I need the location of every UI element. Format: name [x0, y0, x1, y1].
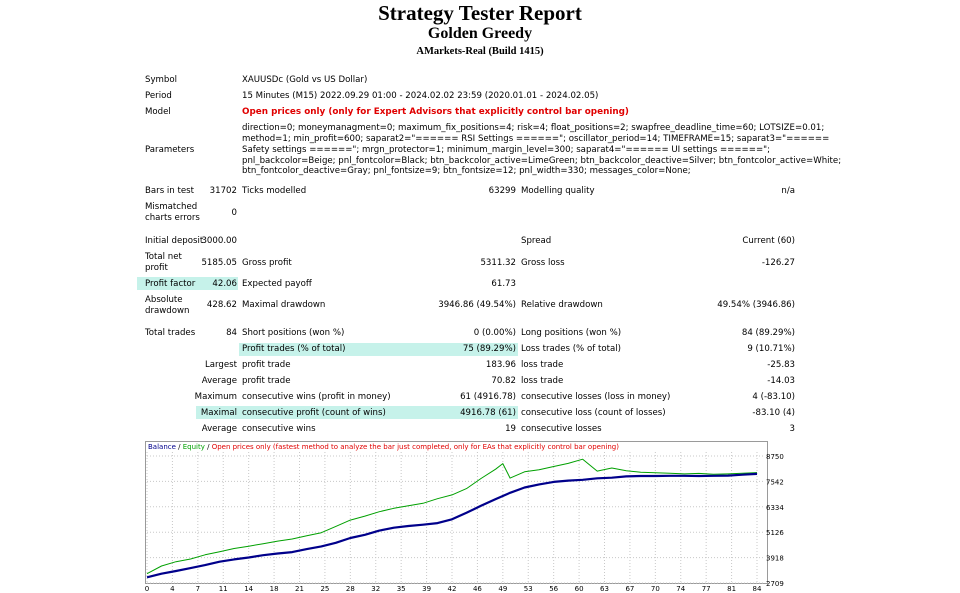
maximal-loss-label: consecutive loss (count of losses) — [521, 408, 666, 418]
x-tick-label: 35 — [396, 585, 406, 593]
report-title: Strategy Tester Report — [378, 1, 582, 25]
y-tick-label: 3918 — [766, 554, 784, 563]
profit-trades-label: Profit trades (% of total) — [242, 344, 346, 354]
avg-profit-label: profit trade — [242, 376, 291, 386]
chart-legend — [148, 443, 619, 451]
expected-payoff-value: 61.73 — [491, 279, 516, 289]
parameters-line: direction=0; moneymanagment=0; maximum_fix_positions=4; risk=4; float_positions=2; swapfree_deadline_time=60; LOTSIZE=0.01; — [242, 123, 825, 133]
gross-loss-label: Gross loss — [521, 258, 565, 268]
ticks-label: Ticks modelled — [242, 186, 307, 196]
max-drawdown-value: 3946.86 (49.54%) — [438, 300, 516, 310]
y-tick-label: 5126 — [766, 529, 784, 538]
x-tick-label: 4 — [170, 585, 175, 593]
avg-cons-wins-value: 19 — [505, 424, 516, 434]
gross-loss-value: -126.27 — [761, 258, 795, 268]
bars-value: 31702 — [209, 186, 237, 196]
mismatch-value: 0 — [231, 208, 237, 218]
y-tick-label: 2709 — [766, 580, 784, 588]
profit-factor-label: Profit factor — [145, 279, 196, 289]
parameters-line: btn_fontcolor_deactive=Gray; pnl_fontsize=9; btn_fontsize=12; pnl_width=330; messages_color=None; — [242, 166, 691, 176]
spread-value: Current (60) — [742, 236, 795, 246]
rel-drawdown-value: 49.54% (3946.86) — [717, 300, 795, 310]
model-value: Open prices only (only for Expert Advisors that explicitly control bar opening) — [242, 107, 629, 117]
parameters-line: method=1; min_profit=600; saparat2="====== RSI Settings ======"; oscillator_period=14; TIMEFRAME=15; saparat3="====== — [242, 134, 830, 144]
x-tick-label: 25 — [320, 585, 330, 593]
rel-drawdown-label: Relative drawdown — [521, 300, 603, 310]
x-tick-label: 21 — [295, 585, 304, 593]
avg-cons-losses-label: consecutive losses — [521, 424, 602, 434]
largest-loss-label: loss trade — [521, 360, 564, 370]
x-tick-label: 56 — [549, 585, 559, 593]
legend-separator: / — [175, 443, 183, 451]
x-tick-label: 63 — [600, 585, 609, 593]
server-build: AMarkets-Real (Build 1415) — [416, 46, 544, 57]
parameters-label: Parameters — [145, 145, 195, 155]
avg-loss-value: -14.03 — [767, 376, 795, 386]
x-tick-label: 39 — [422, 585, 432, 593]
x-tick-label: 81 — [727, 585, 737, 593]
total-trades-label: Total trades — [145, 328, 196, 338]
maximal-profit-value: 4916.78 (61) — [460, 408, 516, 418]
maximum-label: Maximum — [194, 392, 237, 402]
max-cons-losses-label: consecutive losses (loss in money) — [521, 392, 671, 402]
x-tick-label: 42 — [447, 585, 457, 593]
x-tick-label: 49 — [498, 585, 508, 593]
period-label: Period — [145, 91, 172, 101]
deposit-label: Initial deposit — [145, 236, 204, 246]
total-trades-value: 84 — [226, 328, 237, 338]
x-tick-label: 28 — [345, 585, 355, 593]
loss-trades-label: Loss trades (% of total) — [521, 344, 621, 354]
max-cons-wins-value: 61 (4916.78) — [460, 392, 516, 402]
model-label: Model — [145, 107, 171, 117]
maximal-loss-value: -83.10 (4) — [752, 408, 795, 418]
gross-profit-value: 5311.32 — [480, 258, 516, 268]
period-value: 15 Minutes (M15) 2022.09.29 01:00 - 2024.02.02 23:59 (2020.01.01 - 2024.02.05) — [242, 91, 599, 101]
x-tick-label: 84 — [752, 585, 762, 593]
loss-trades-value: 9 (10.71%) — [747, 344, 795, 354]
max-drawdown-label: Maximal drawdown — [242, 300, 326, 310]
x-tick-label: 7 — [195, 585, 201, 593]
net-profit-label: Total net profit — [145, 252, 182, 273]
symbol-label: Symbol — [145, 75, 178, 85]
legend-equity: Equity — [182, 443, 205, 451]
short-positions-label: Short positions (won %) — [242, 328, 345, 338]
x-tick-label: 0 — [144, 585, 150, 593]
mismatch-label: Mismatched charts errors — [145, 202, 200, 223]
quality-label: Modelling quality — [521, 186, 595, 196]
legend-separator: / — [204, 443, 212, 451]
avg-cons-wins-label: consecutive wins — [242, 424, 316, 434]
avg-cons-losses-value: 3 — [789, 424, 795, 434]
x-tick-label: 18 — [269, 585, 279, 593]
bars-label: Bars in test — [145, 186, 194, 196]
legend-balance: Balance — [148, 443, 176, 451]
parameters-line: Safety settings ======"; mrgn_protector=1; minimum_margin_level=300; saparat4="====== UI settings ======"; — [242, 145, 771, 155]
quality-value: n/a — [781, 186, 795, 196]
profit-factor-value: 42.06 — [212, 279, 237, 289]
avg-loss-label: loss trade — [521, 376, 564, 386]
avg-profit-value: 70.82 — [491, 376, 516, 386]
legend-note: Open prices only (fastest method to analyze the bar just completed, only for EAs that explicitly control bar opening) — [211, 443, 619, 451]
short-positions-value: 0 (0.00%) — [473, 328, 516, 338]
average-label: Average — [201, 376, 237, 386]
long-positions-value: 84 (89.29%) — [741, 328, 795, 338]
abs-drawdown-value: 428.62 — [206, 300, 237, 310]
abs-drawdown-label: Absolute drawdown — [145, 295, 190, 316]
deposit-value: 3000.00 — [201, 236, 237, 246]
maximal-profit-label: consecutive profit (count of wins) — [242, 408, 386, 418]
parameters-line: pnl_backcolor=Beige; pnl_fontcolor=Black; btn_backcolor_active=LimeGreen; btn_backcolor_deactive=Silver; btn_fontcolor_active=White; — [242, 156, 842, 166]
x-tick-label: 46 — [472, 585, 482, 593]
largest-profit-label: profit trade — [242, 360, 291, 370]
maximal-label: Maximal — [200, 408, 237, 418]
largest-label: Largest — [204, 360, 237, 370]
long-positions-label: Long positions (won %) — [521, 328, 622, 338]
max-cons-losses-value: 4 (-83.10) — [752, 392, 795, 402]
x-tick-label: 53 — [523, 585, 533, 593]
balance-line — [147, 474, 757, 577]
x-tick-label: 77 — [701, 585, 711, 593]
ticks-value: 63299 — [488, 186, 516, 196]
y-tick-label: 6334 — [766, 503, 784, 512]
x-tick-label: 11 — [218, 585, 228, 593]
profit-trades-value: 75 (89.29%) — [462, 344, 516, 354]
x-tick-label: 67 — [625, 585, 635, 593]
net-profit-value: 5185.05 — [201, 258, 237, 268]
expected-payoff-label: Expected payoff — [242, 279, 312, 289]
average2-label: Average — [201, 424, 237, 434]
expert-name: Golden Greedy — [427, 25, 533, 42]
y-tick-label: 8750 — [766, 453, 784, 461]
y-tick-label: 7542 — [766, 478, 784, 487]
largest-loss-value: -25.83 — [767, 360, 795, 370]
symbol-value: XAUUSDc (Gold vs US Dollar) — [242, 75, 368, 85]
gross-profit-label: Gross profit — [242, 258, 292, 268]
x-tick-label: 14 — [244, 585, 254, 593]
x-tick-label: 60 — [574, 585, 584, 593]
largest-profit-value: 183.96 — [485, 360, 516, 370]
spread-label: Spread — [521, 236, 552, 246]
max-cons-wins-label: consecutive wins (profit in money) — [242, 392, 391, 402]
x-tick-label: 74 — [676, 585, 686, 593]
x-tick-label: 32 — [371, 585, 381, 593]
x-tick-label: 70 — [650, 585, 660, 593]
